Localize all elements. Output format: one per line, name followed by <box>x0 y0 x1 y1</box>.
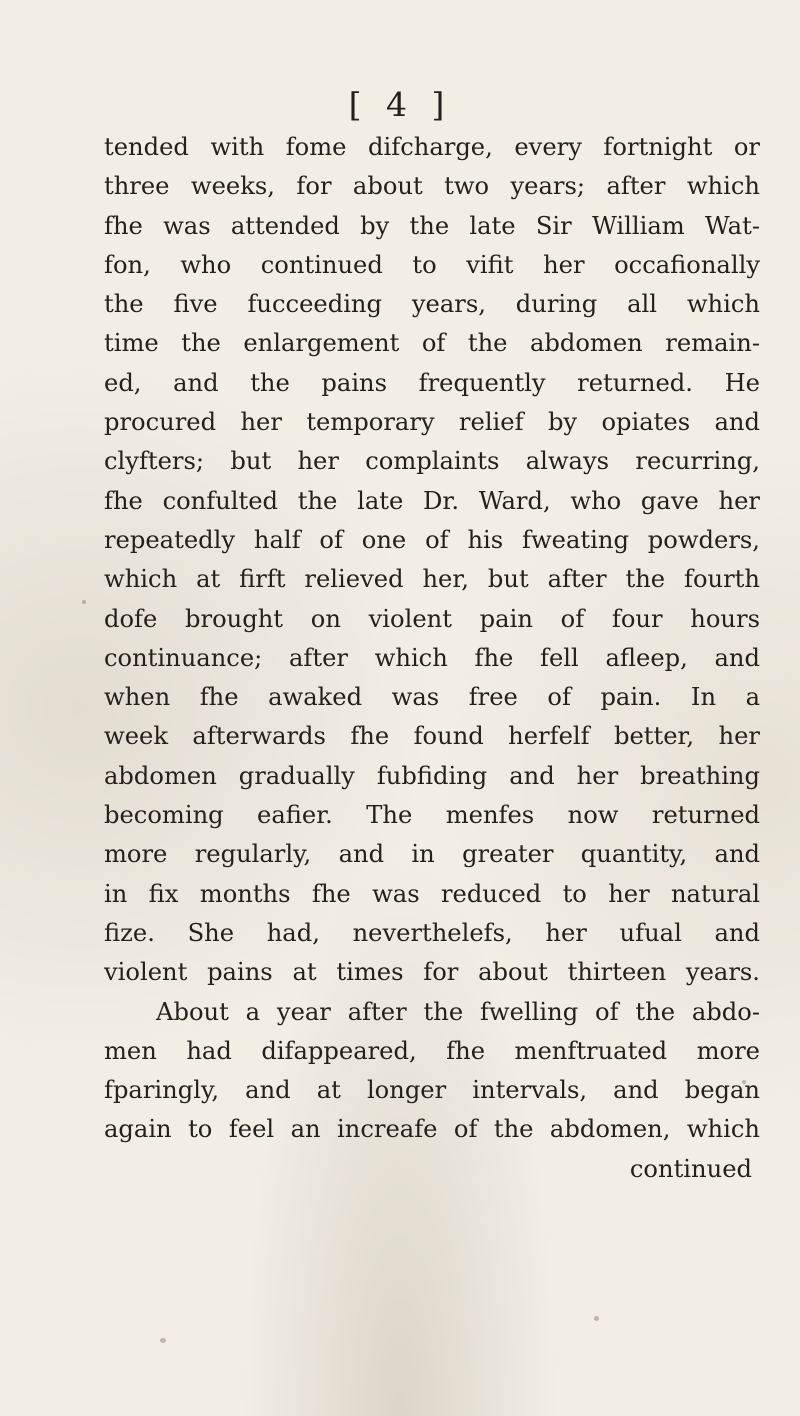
text-line: clyfters; but her complaints always recurring, <box>104 447 760 476</box>
paragraph-start-line: About a year after the fwelling of the abdo- <box>156 997 760 1026</box>
text-line: in fix months fhe was reduced to her natural <box>104 879 760 908</box>
text-line: becoming eafier. The menfes now returned <box>104 801 760 830</box>
text-line: tended with fome difcharge, every fortnight or <box>104 133 760 161</box>
paper-speck <box>594 1316 599 1321</box>
text-line: men had difappeared, fhe menftruated more <box>104 1036 760 1065</box>
catchword: continued <box>629 1154 752 1183</box>
text-line: fhe confulted the late Dr. Ward, who gave her <box>104 486 760 515</box>
text-line: again to feel an increafe of the abdomen, which <box>104 1115 760 1144</box>
text-line: the five fucceeding years, during all which <box>104 290 760 319</box>
text-line: repeatedly half of one of his fweating powders, <box>104 525 760 554</box>
text-line: ed, and the pains frequently returned. He <box>104 368 760 397</box>
text-line: continuance; after which fhe fell afleep, and <box>104 643 760 672</box>
page-number-header: [ 4 ] <box>348 85 452 124</box>
text-line: violent pains at times for about thirteen years. <box>104 958 760 987</box>
paper-speck <box>82 600 86 604</box>
text-line: time the enlargement of the abdomen remain- <box>104 329 760 358</box>
paper-speck <box>160 1338 166 1343</box>
text-line: more regularly, and in greater quantity, and <box>104 840 760 869</box>
text-line: week afterwards fhe found herfelf better, her <box>104 722 760 751</box>
text-line: abdomen gradually fubfiding and her breathing <box>104 761 760 790</box>
text-line: when fhe awaked was free of pain. In a <box>104 683 760 712</box>
text-line: dofe brought on violent pain of four hours <box>104 604 760 633</box>
text-line: procured her temporary relief by opiates and <box>104 408 760 437</box>
text-line: fize. She had, neverthelefs, her ufual and <box>104 918 760 947</box>
text-line: fon, who continued to vifit her occafionally <box>104 250 760 279</box>
text-line: fhe was attended by the late Sir William Wat- <box>104 211 760 240</box>
text-line: three weeks, for about two years; after which <box>104 172 760 201</box>
text-line: fparingly, and at longer intervals, and began <box>104 1076 760 1105</box>
text-line: which at firft relieved her, but after the fourth <box>104 565 760 594</box>
paper-speck <box>742 1080 746 1084</box>
body-text <box>104 128 760 1189</box>
